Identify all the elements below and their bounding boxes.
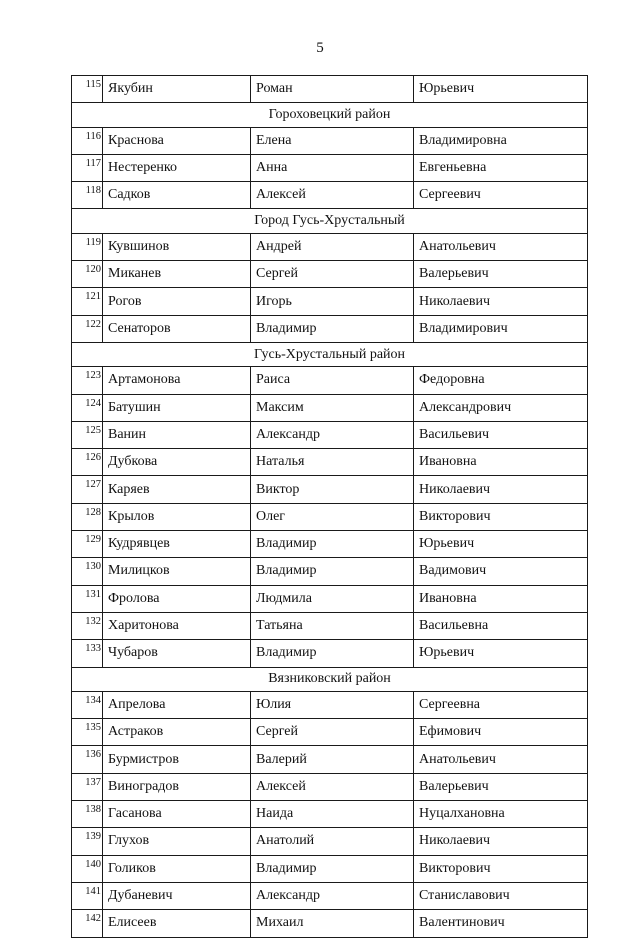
row-number: 133 bbox=[72, 640, 103, 667]
surname-cell: Чубаров bbox=[103, 640, 251, 667]
surname-cell: Дубкова bbox=[103, 449, 251, 476]
surname-cell: Нестеренко bbox=[103, 154, 251, 181]
first-name-cell: Александр bbox=[251, 882, 414, 909]
row-number: 130 bbox=[72, 558, 103, 585]
row-number: 122 bbox=[72, 315, 103, 342]
section-title: Гороховецкий район bbox=[72, 103, 588, 127]
section-header-row bbox=[72, 209, 588, 233]
row-number: 141 bbox=[72, 882, 103, 909]
section-header-row bbox=[72, 342, 588, 366]
row-number: 123 bbox=[72, 367, 103, 394]
patronymic-cell: Станиславович bbox=[414, 882, 588, 909]
first-name-cell: Татьяна bbox=[251, 612, 414, 639]
surname-cell: Астраков bbox=[103, 719, 251, 746]
patronymic-cell: Викторович bbox=[414, 503, 588, 530]
patronymic-cell: Анатольевич bbox=[414, 233, 588, 260]
first-name-cell: Михаил bbox=[251, 910, 414, 937]
row-number: 118 bbox=[72, 182, 103, 209]
surname-cell: Батушин bbox=[103, 394, 251, 421]
table-row bbox=[72, 288, 588, 315]
table-row bbox=[72, 476, 588, 503]
table-row bbox=[72, 76, 588, 103]
section-title: Гусь-Хрустальный район bbox=[72, 342, 588, 366]
roster-table bbox=[71, 75, 588, 938]
page-number: 5 bbox=[316, 40, 324, 56]
row-number: 117 bbox=[72, 154, 103, 181]
row-number: 125 bbox=[72, 421, 103, 448]
patronymic-cell: Нуцалхановна bbox=[414, 801, 588, 828]
row-number: 132 bbox=[72, 612, 103, 639]
surname-cell: Кувшинов bbox=[103, 233, 251, 260]
row-number: 124 bbox=[72, 394, 103, 421]
table-row bbox=[72, 612, 588, 639]
row-number: 142 bbox=[72, 910, 103, 937]
table-row bbox=[72, 585, 588, 612]
patronymic-cell: Ефимович bbox=[414, 719, 588, 746]
surname-cell: Гасанова bbox=[103, 801, 251, 828]
table-row bbox=[72, 691, 588, 718]
row-number: 134 bbox=[72, 691, 103, 718]
surname-cell: Кудрявцев bbox=[103, 531, 251, 558]
patronymic-cell: Федоровна bbox=[414, 367, 588, 394]
table-row bbox=[72, 855, 588, 882]
table-row bbox=[72, 154, 588, 181]
patronymic-cell: Вадимович bbox=[414, 558, 588, 585]
first-name-cell: Алексей bbox=[251, 773, 414, 800]
table-row bbox=[72, 182, 588, 209]
first-name-cell: Алексей bbox=[251, 182, 414, 209]
surname-cell: Артамонова bbox=[103, 367, 251, 394]
surname-cell: Ванин bbox=[103, 421, 251, 448]
table-row bbox=[72, 261, 588, 288]
first-name-cell: Андрей bbox=[251, 233, 414, 260]
table-row bbox=[72, 828, 588, 855]
patronymic-cell: Викторович bbox=[414, 855, 588, 882]
section-title: Вязниковский район bbox=[72, 667, 588, 691]
row-number: 137 bbox=[72, 773, 103, 800]
surname-cell: Садков bbox=[103, 182, 251, 209]
patronymic-cell: Ивановна bbox=[414, 585, 588, 612]
patronymic-cell: Валерьевич bbox=[414, 773, 588, 800]
patronymic-cell: Владимировна bbox=[414, 127, 588, 154]
row-number: 115 bbox=[72, 76, 103, 103]
section-header-row bbox=[72, 103, 588, 127]
surname-cell: Каряев bbox=[103, 476, 251, 503]
row-number: 129 bbox=[72, 531, 103, 558]
first-name-cell: Наида bbox=[251, 801, 414, 828]
first-name-cell: Владимир bbox=[251, 315, 414, 342]
first-name-cell: Людмила bbox=[251, 585, 414, 612]
first-name-cell: Владимир bbox=[251, 855, 414, 882]
surname-cell: Рогов bbox=[103, 288, 251, 315]
patronymic-cell: Юрьевич bbox=[414, 76, 588, 103]
table-row bbox=[72, 503, 588, 530]
patronymic-cell: Васильевич bbox=[414, 421, 588, 448]
first-name-cell: Сергей bbox=[251, 719, 414, 746]
first-name-cell: Александр bbox=[251, 421, 414, 448]
table-row bbox=[72, 449, 588, 476]
first-name-cell: Виктор bbox=[251, 476, 414, 503]
table-row bbox=[72, 233, 588, 260]
table-row bbox=[72, 882, 588, 909]
patronymic-cell: Юрьевич bbox=[414, 640, 588, 667]
surname-cell: Миканев bbox=[103, 261, 251, 288]
row-number: 126 bbox=[72, 449, 103, 476]
first-name-cell: Анатолий bbox=[251, 828, 414, 855]
surname-cell: Бурмистров bbox=[103, 746, 251, 773]
surname-cell: Харитонова bbox=[103, 612, 251, 639]
first-name-cell: Максим bbox=[251, 394, 414, 421]
patronymic-cell: Николаевич bbox=[414, 288, 588, 315]
table-row bbox=[72, 640, 588, 667]
row-number: 131 bbox=[72, 585, 103, 612]
table-row bbox=[72, 315, 588, 342]
section-header-row bbox=[72, 667, 588, 691]
patronymic-cell: Николаевич bbox=[414, 828, 588, 855]
table-row bbox=[72, 127, 588, 154]
surname-cell: Дубаневич bbox=[103, 882, 251, 909]
surname-cell: Сенаторов bbox=[103, 315, 251, 342]
row-number: 119 bbox=[72, 233, 103, 260]
table-row bbox=[72, 719, 588, 746]
first-name-cell: Раиса bbox=[251, 367, 414, 394]
patronymic-cell: Александрович bbox=[414, 394, 588, 421]
first-name-cell: Елена bbox=[251, 127, 414, 154]
patronymic-cell: Сергеевич bbox=[414, 182, 588, 209]
patronymic-cell: Валентинович bbox=[414, 910, 588, 937]
first-name-cell: Владимир bbox=[251, 640, 414, 667]
patronymic-cell: Ивановна bbox=[414, 449, 588, 476]
surname-cell: Фролова bbox=[103, 585, 251, 612]
patronymic-cell: Сергеевна bbox=[414, 691, 588, 718]
roster-body bbox=[72, 76, 588, 938]
table-row bbox=[72, 773, 588, 800]
row-number: 120 bbox=[72, 261, 103, 288]
row-number: 135 bbox=[72, 719, 103, 746]
surname-cell: Милицков bbox=[103, 558, 251, 585]
table-row bbox=[72, 394, 588, 421]
first-name-cell: Роман bbox=[251, 76, 414, 103]
patronymic-cell: Валерьевич bbox=[414, 261, 588, 288]
surname-cell: Апрелова bbox=[103, 691, 251, 718]
surname-cell: Якубин bbox=[103, 76, 251, 103]
row-number: 140 bbox=[72, 855, 103, 882]
row-number: 136 bbox=[72, 746, 103, 773]
first-name-cell: Наталья bbox=[251, 449, 414, 476]
first-name-cell: Валерий bbox=[251, 746, 414, 773]
table-row bbox=[72, 910, 588, 937]
surname-cell: Краснова bbox=[103, 127, 251, 154]
table-row bbox=[72, 558, 588, 585]
surname-cell: Виноградов bbox=[103, 773, 251, 800]
first-name-cell: Игорь bbox=[251, 288, 414, 315]
first-name-cell: Сергей bbox=[251, 261, 414, 288]
surname-cell: Елисеев bbox=[103, 910, 251, 937]
patronymic-cell: Николаевич bbox=[414, 476, 588, 503]
first-name-cell: Владимир bbox=[251, 531, 414, 558]
row-number: 128 bbox=[72, 503, 103, 530]
surname-cell: Крылов bbox=[103, 503, 251, 530]
patronymic-cell: Владимирович bbox=[414, 315, 588, 342]
first-name-cell: Олег bbox=[251, 503, 414, 530]
row-number: 139 bbox=[72, 828, 103, 855]
table-row bbox=[72, 746, 588, 773]
patronymic-cell: Анатольевич bbox=[414, 746, 588, 773]
first-name-cell: Владимир bbox=[251, 558, 414, 585]
patronymic-cell: Васильевна bbox=[414, 612, 588, 639]
surname-cell: Глухов bbox=[103, 828, 251, 855]
row-number: 138 bbox=[72, 801, 103, 828]
patronymic-cell: Евгеньевна bbox=[414, 154, 588, 181]
first-name-cell: Анна bbox=[251, 154, 414, 181]
row-number: 121 bbox=[72, 288, 103, 315]
first-name-cell: Юлия bbox=[251, 691, 414, 718]
table-row bbox=[72, 531, 588, 558]
table-row bbox=[72, 421, 588, 448]
table-row bbox=[72, 801, 588, 828]
surname-cell: Голиков bbox=[103, 855, 251, 882]
row-number: 116 bbox=[72, 127, 103, 154]
row-number: 127 bbox=[72, 476, 103, 503]
patronymic-cell: Юрьевич bbox=[414, 531, 588, 558]
table-row bbox=[72, 367, 588, 394]
section-title: Город Гусь-Хрустальный bbox=[72, 209, 588, 233]
